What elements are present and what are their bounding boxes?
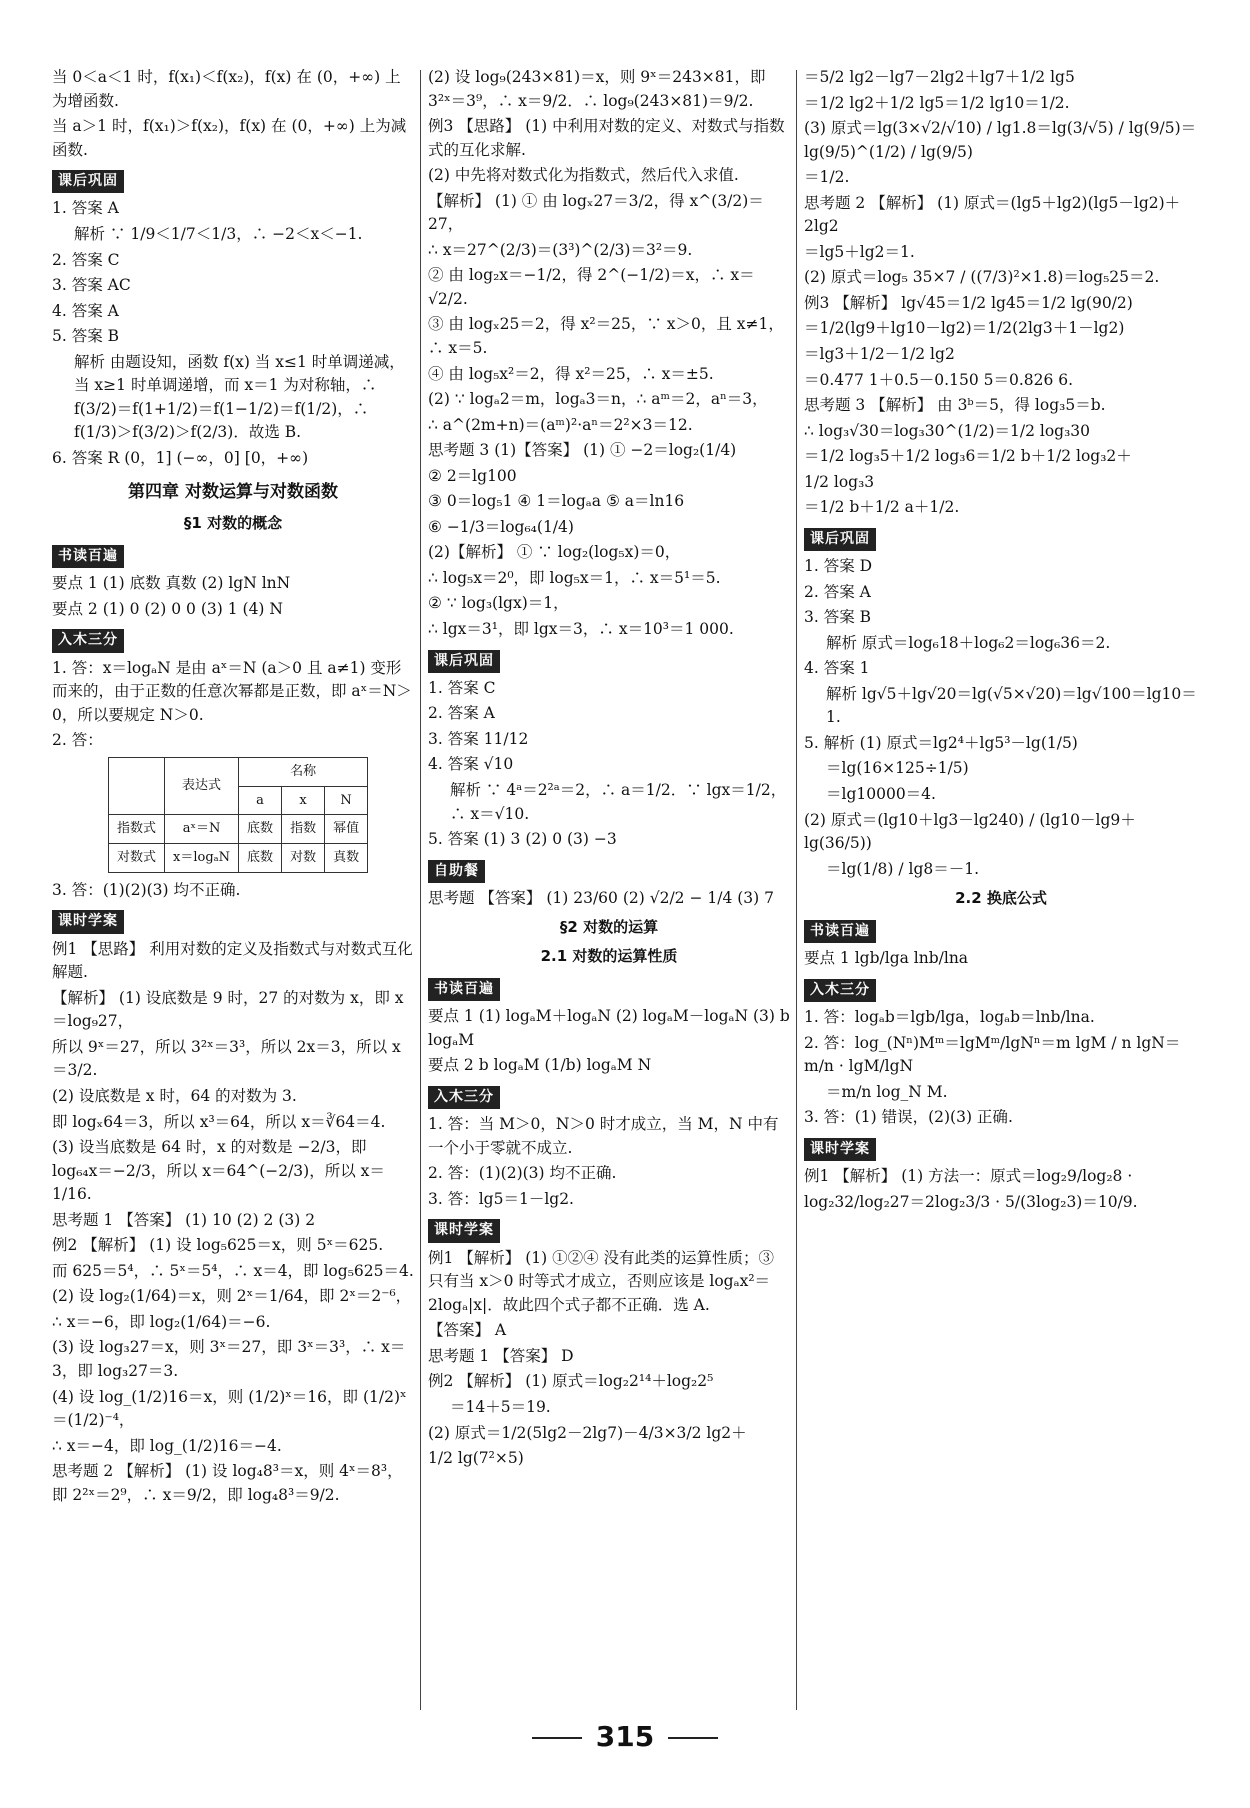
page-number-text: 315 (595, 1720, 655, 1753)
table-cell: 底数 (239, 815, 282, 844)
text-line: 3. 答：lg5＝1－lg2. (428, 1189, 574, 1208)
table-row (109, 815, 368, 844)
text-line: 3. 答：(1) 错误，(2)(3) 正确. (804, 1108, 1013, 1127)
text-line: 即 logₓ64＝3，所以 x³＝64，所以 x＝∛64＝4. (52, 1112, 386, 1131)
page-number (0, 1716, 1250, 1759)
table-cell: 底数 (239, 844, 282, 873)
section-tag: 书读百遍 (804, 920, 876, 943)
answer-line: 5. 解析 (1) 原式＝lg2⁴＋lg5³－lg(1/5) (804, 733, 1078, 752)
answer-line: 3. 答案 AC (52, 276, 131, 295)
page-number-dash (532, 1737, 582, 1739)
text-line: (2) 中先将对数式化为指数式，然后代入求值. (428, 166, 739, 185)
text-line: (2) 设 log₂(1/64)＝x，则 2ˣ＝1/64，即 2ˣ＝2⁻⁶， (52, 1287, 412, 1306)
text-line: (4) 设 log_(1/2)16＝x，则 (1/2)ˣ＝16，即 (1/2)ˣ＝(1/2)⁻⁴， (52, 1387, 407, 1430)
column-2 (428, 66, 790, 1473)
text-line: 思考题 3 【解析】 由 3ᵇ＝5，得 log₃5＝b. (804, 396, 1106, 415)
answer-line: 2. 答案 A (804, 582, 871, 601)
section-tag: 课时学案 (428, 1219, 500, 1242)
table-cell: 指数式 (109, 815, 165, 844)
text-line: 要点 1 lgb/lga lnb/lna (804, 949, 969, 968)
table-row (109, 844, 368, 873)
text-line: 要点 2 (1) 0 (2) 0 0 (3) 1 (4) N (52, 599, 283, 618)
text-line: (2) 设 log₉(243×81)＝x，则 9ˣ＝243×81，即 3²ˣ＝3⁹，∴ x＝9/2．∴ log₉(243×81)＝9/2. (428, 68, 766, 110)
text-line: 1. 答：当 M＞0，N＞0 时才成立，当 M，N 中有一个小于零就不成立. (428, 1115, 779, 1157)
text-line: 例1 【解析】 (1) 方法一：原式＝log₂9/log₂8 · (804, 1167, 1133, 1186)
text-line: ∴ x＝−4，即 log_(1/2)16＝−4. (52, 1436, 282, 1455)
table-cell: x＝logₐN (165, 844, 239, 873)
text-line: 例2 【解析】 (1) 设 log₅625＝x，则 5ˣ＝625. (52, 1236, 384, 1255)
text-line: 思考题 3 (1)【答案】 (1) ① −2＝log₂(1/4) (428, 441, 737, 460)
section-title: §2 对数的运算 (559, 918, 659, 937)
text-line: ＝0.477 1＋0.5－0.150 5＝0.826 6. (804, 370, 1074, 389)
text-line: ④ 由 log₅x²＝2，得 x²＝25，∴ x＝±5. (428, 364, 714, 383)
answer-line: 2. 答案 A (428, 704, 495, 723)
table-header: x (282, 786, 325, 815)
section-tag: 书读百遍 (52, 545, 124, 568)
text-line: 例3 【解析】 lg√45＝1/2 lg45＝1/2 lg(90/2) (804, 293, 1133, 312)
table-header: 表达式 (165, 757, 239, 815)
text-line: 思考题 1 【答案】 D (428, 1346, 574, 1365)
text-line: 思考题 【答案】 (1) 23/60 (2) √2/2 − 1/4 (3) 7 (428, 888, 774, 907)
answer-line: 4. 答案 1 (804, 659, 870, 678)
answer-line: 4. 答案 √10 (428, 755, 514, 774)
section-tag: 课时学案 (52, 910, 124, 933)
text-line: ＝1/2. (804, 168, 850, 187)
table-header: a (239, 786, 282, 815)
analysis-line: 解析 原式＝log₆18＋log₆2＝log₆36＝2. (826, 633, 1111, 652)
text-line: 而 625＝5⁴，∴ 5ˣ＝5⁴，∴ x＝4，即 log₅625＝4. (52, 1261, 414, 1280)
analysis-line: 解析 ∵ 4ᵃ＝2²ᵃ＝2，∴ a＝1/2．∵ lgx＝1/2，∴ x＝√10. (450, 781, 787, 823)
table-header: 名称 (239, 757, 368, 786)
text-line: 1/2 log₃3 (804, 472, 875, 491)
analysis-line: 解析 lg√5＋lg√20＝lg(√5×√20)＝lg√100＝lg10＝1. (826, 684, 1197, 727)
text-line: log₂32/log₂27＝2log₂3/3 · 5/(3log₂3)＝10/9. (804, 1192, 1138, 1211)
answer-line: 3. 答案 B (804, 608, 872, 627)
table-corner (109, 757, 165, 815)
page-number-dash (668, 1737, 718, 1739)
text-line: 例3 【思路】 (1) 中利用对数的定义、对数式与指数式的互化求解. (428, 117, 785, 159)
text-line: ③ 由 logₓ25＝2，得 x²＝25，∵ x＞0，且 x≠1，∴ x＝5. (428, 315, 784, 358)
text-line: 所以 9ˣ＝27，所以 3²ˣ＝3³，所以 2x＝3，所以 x＝3/2. (52, 1037, 401, 1080)
subsection-title: 2.1 对数的运算性质 (540, 947, 678, 966)
text-line: 当 a＞1 时，f(x₁)＞f(x₂)，f(x) 在 (0，+∞) 上为减函数. (52, 117, 407, 159)
table-cell: 真数 (325, 844, 368, 873)
text-line: ＝m/n log_N M. (826, 1082, 948, 1101)
text-line: (2) 原式＝1/2(5lg2－2lg7)－4/3×3/2 lg2＋ (428, 1423, 747, 1442)
text-line: 要点 2 b logₐM (1/b) logₐM N (428, 1056, 652, 1075)
text-line: (3) 设 log₃27＝x，则 3ˣ＝27，即 3ˣ＝3³，∴ x＝3，即 log₃27＝3. (52, 1338, 406, 1381)
column-1 (52, 66, 414, 1509)
text-line: 要点 1 (1) logₐM＋logₐN (2) logₐM－logₐN (3) b logₐM (428, 1007, 790, 1049)
text-line: 1. 答：x＝logₐN 是由 aˣ＝N (a＞0 且 a≠1) 变形而来的，由于正数的任意次幂都是正数，即 aˣ＝N＞0，所以要规定 N＞0. (52, 658, 412, 724)
text-line: (2) 原式＝(lg10＋lg3－lg240) / (lg10－lg9＋lg(36/5)) (804, 810, 1136, 853)
analysis-line: 解析 ∵ 1/9＜1/7＜1/3，∴ −2＜x＜−1. (74, 225, 363, 243)
text-line: ＝1/2(lg9＋lg10－lg2)＝1/2(2lg3＋1－lg2) (804, 319, 1125, 338)
section-tag: 课后巩固 (804, 528, 876, 551)
answer-line: 1. 答案 A (52, 199, 119, 218)
answer-line: 5. 答案 B (52, 327, 120, 346)
text-line: 2. 答：(1)(2)(3) 均不正确. (428, 1164, 617, 1183)
column-3 (804, 66, 1198, 1216)
text-line: 2. 答：log_(Nⁿ)Mᵐ＝lgMᵐ/lgNⁿ＝m lgM / n lgN＝m/n · lgM/lgN (804, 1033, 1181, 1076)
text-line: (2) 原式＝log₅ 35×7 / ((7/3)²×1.8)＝log₅25＝2. (804, 268, 1160, 287)
text-line: 例1 【解析】 (1) ①②④ 没有此类的运算性质；③ 只有当 x＞0 时等式才成立，否则应该是 logₐx²＝2logₐ|x|．故此四个式子都不正确．选 A. (428, 1248, 775, 1314)
text-line: ② ∵ log₃(lgx)＝1， (428, 594, 569, 613)
text-line: 【答案】 A (428, 1321, 507, 1340)
text-line: ＝1/2 lg2＋1/2 lg5＝1/2 lg10＝1/2. (804, 93, 1070, 112)
text-line: 要点 1 (1) 底数 真数 (2) lgN lnN (52, 574, 291, 593)
text-line: (2)【解析】 ① ∵ log₂(log₅x)＝0， (428, 543, 681, 562)
table-cell: 对数式 (109, 844, 165, 873)
answer-line: 1. 答案 C (428, 678, 496, 697)
text-line: ＝lg3＋1/2－1/2 lg2 (804, 345, 955, 364)
text-line: ＝lg10000＝4. (826, 785, 936, 804)
text-line: ⑥ −1/3＝log₆₄(1/4) (428, 517, 574, 536)
answer-line: 3. 答案 11/12 (428, 729, 529, 748)
table-header: N (325, 786, 368, 815)
column-divider (420, 70, 421, 1710)
text-line: (2) 设底数是 x 时，64 的对数为 3. (52, 1087, 297, 1105)
text-line: ∴ log₅x＝2⁰，即 log₅x＝1，∴ x＝5¹＝5. (428, 568, 721, 587)
text-line: 【解析】 (1) 设底数是 9 时，27 的对数为 x，即 x＝log₉27， (52, 988, 404, 1031)
section-title: §1 对数的概念 (183, 514, 283, 533)
table-cell: aˣ＝N (165, 815, 239, 844)
answer-line: 4. 答案 A (52, 301, 119, 320)
section-tag: 课时学案 (804, 1138, 876, 1161)
section-tag: 入木三分 (428, 1086, 500, 1109)
table-cell: 幂值 (325, 815, 368, 844)
chapter-title: 第四章 对数运算与对数函数 (128, 482, 338, 503)
text-line: 2. 答： (52, 731, 103, 750)
text-line: ② 由 log₂x＝−1/2，得 2^(−1/2)＝x，∴ x＝√2/2. (428, 266, 755, 308)
text-line: ③ 0＝log₅1 ④ 1＝logₐa ⑤ a＝ln16 (428, 492, 685, 511)
text-line: (3) 原式＝lg(3×√2/√10) / lg1.8＝lg(3/√5) / lg(9/5)＝lg(9/5)^(1/2) / lg(9/5) (804, 119, 1197, 161)
section-tag: 书读百遍 (428, 978, 500, 1001)
text-line: ＝1/2 b＋1/2 a＋1/2. (804, 498, 960, 517)
text-line: 例2 【解析】 (1) 原式＝log₂2¹⁴＋log₂2⁵ (428, 1372, 714, 1391)
answer-line: 1. 答案 D (804, 557, 873, 576)
text-line: ＝lg(1/8) / lg8＝－1. (826, 859, 980, 878)
text-line: ∴ log₃√30＝log₃30^(1/2)＝1/2 log₃30 (804, 421, 1091, 440)
text-line: 思考题 2 【解析】 (1) 原式＝(lg5＋lg2)(lg5－lg2)＋2lg2 (804, 193, 1181, 236)
section-tag: 课后巩固 (52, 170, 124, 193)
text-line: 【解析】 (1) ① 由 logₓ27＝3/2，得 x^(3/2)＝27， (428, 191, 764, 234)
text-line: 例1 【思路】 利用对数的定义及指数式与对数式互化解题. (52, 939, 413, 982)
text-line: ② 2＝lg100 (428, 466, 517, 485)
text-line: ＝1/2 log₃5＋1/2 log₃6＝1/2 b＋1/2 log₃2＋ (804, 447, 1132, 466)
text-line: ∴ x＝−6，即 log₂(1/64)＝−6. (52, 1312, 271, 1331)
answer-line: 2. 答案 C (52, 250, 120, 269)
comparison-table (108, 757, 368, 873)
answer-line: 5. 答案 (1) 3 (2) 0 (3) −3 (428, 830, 617, 849)
text-line: (3) 设当底数是 64 时，x 的对数是 −2/3，即 log₆₄x＝−2/3，所以 x＝64^(−2/3)，所以 x＝1/16. (52, 1138, 385, 1204)
text-line: ＝5/2 lg2－lg7－2lg2＋lg7＋1/2 lg5 (804, 68, 1075, 86)
text-line: ∴ x＝27^(2/3)＝(3³)^(2/3)＝3²＝9. (428, 240, 693, 259)
text-line: ＝lg5＋lg2＝1. (804, 242, 915, 261)
text-line: (2) ∵ logₐ2＝m，logₐ3＝n，∴ aᵐ＝2，aⁿ＝3， (428, 390, 768, 409)
text-line: ＝lg(16×125÷1/5) (826, 759, 969, 778)
section-tag: 自助餐 (428, 860, 485, 883)
section-tag: 入木三分 (52, 629, 124, 652)
text-line: 1. 答：logₐb＝lgb/lga，logₐb＝lnb/lna. (804, 1008, 1095, 1027)
analysis-line: 解析 由题设知，函数 f(x) 当 x≤1 时单调递减，当 x≥1 时单调递增，而 x＝1 为对称轴，∴ f(3/2)＝f(1+1/2)＝f(1−1/2)＝f(1/2)，∴ f(1/3)＞f(3/2)＞f(2/3)．故选 B. (74, 352, 405, 442)
section-tag: 课后巩固 (428, 650, 500, 673)
text-line: 思考题 2 【解析】 (1) 设 log₄8³＝x，则 4ˣ＝8³，即 2²ˣ＝2⁹，∴ x＝9/2，即 log₄8³＝9/2. (52, 1462, 403, 1504)
table-cell: 指数 (282, 815, 325, 844)
column-divider (796, 70, 797, 1710)
subsection-title: 2.2 换底公式 (955, 889, 1047, 908)
text-line: 1/2 lg(7²×5) (428, 1449, 524, 1468)
table-cell: 对数 (282, 844, 325, 873)
answer-line: 6. 答案 R (0，1] (−∞，0] [0，+∞) (52, 448, 309, 467)
text-line: ＝14＋5＝19. (450, 1397, 551, 1416)
text-line: 思考题 1 【答案】 (1) 10 (2) 2 (3) 2 (52, 1210, 316, 1229)
text-line: 3. 答：(1)(2)(3) 均不正确. (52, 880, 241, 899)
text-line: ∴ a^(2m+n)＝(aᵐ)²·aⁿ＝2²×3＝12. (428, 415, 693, 434)
text-line: ∴ lgx＝3¹，即 lgx＝3，∴ x＝10³＝1 000. (428, 620, 734, 639)
section-tag: 入木三分 (804, 979, 876, 1002)
text-line: 当 0＜a＜1 时，f(x₁)＜f(x₂)，f(x) 在 (0，+∞) 上为增函数. (52, 68, 401, 110)
